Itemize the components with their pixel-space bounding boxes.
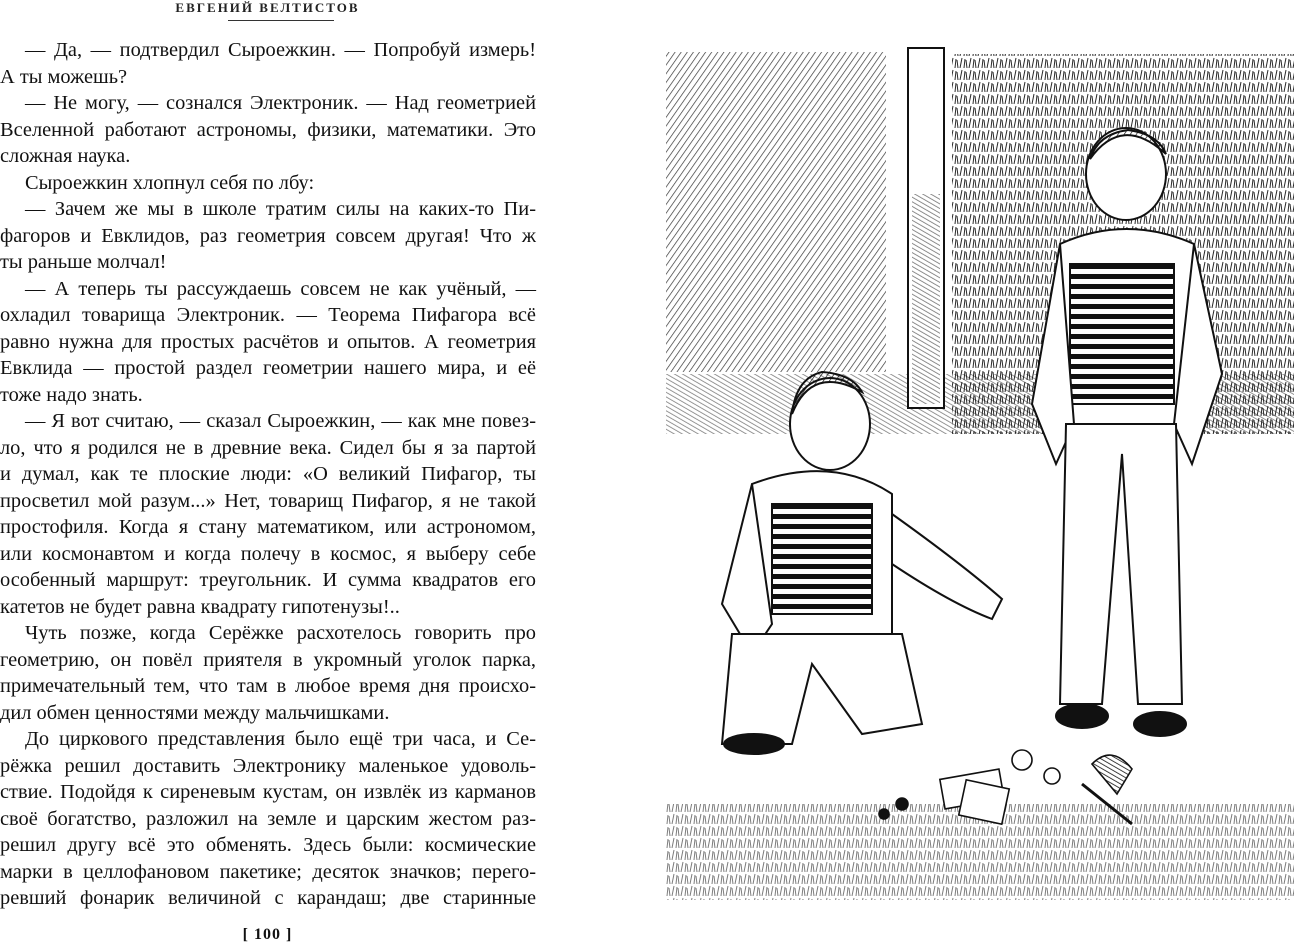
text-line: или космонавтом и когда полечу в космос, я выберу себе [0,542,536,565]
text-line: тоже надо знать. [0,383,143,406]
page-number: [ 100 ] [242,926,293,943]
text-line: просветил мой разум...» Нет, товарищ Пифагор, я не такой [0,489,536,512]
illustration [662,44,1298,904]
text-line: До циркового представления было ещё три часа, и Се- [25,728,536,750]
running-head: ЕВГЕНИЙ ВЕЛТИСТОВ [175,0,360,15]
text-line: — Да, — подтвердил Сыроежкин. — Попробуй измерь! [25,39,536,61]
text-line: Сыроежкин хлопнул себя по лбу: [25,171,315,194]
text-line: ло, что я родился не в древние века. Сидел бы я за партой [0,436,536,459]
text-line: Евклида — простой раздел геометрии нашего мира, и её [0,357,536,379]
text-line: — Я вот считаю, — сказал Сыроежкин, — как мне повез- [25,410,536,432]
text-line: катетов не будет равна квадрату гипотенузы!.. [0,595,400,618]
text-line: решил другу всё это обменять. Здесь были: космические [0,834,536,856]
text-line: рёжка решил доставить Электронику маленькое удоволь- [0,754,536,777]
text-line: — А теперь ты рассуждаешь совсем не как учёный, — [25,277,536,300]
text-line: охладил товарища Электроник. — Теорема Пифагора всё [0,304,536,326]
text-line: — Зачем же мы в школе тратим силы на каких-то Пи- [25,198,536,220]
text-line: особенный маршрут: треугольник. И сумма квадратов его [0,569,536,591]
text-line: марки в целлофановом пакетике; десяток значков; перего- [0,860,536,883]
text-line: — Не могу, — сознался Электроник. — Над геометрией [25,92,536,114]
text-line: Вселенной работают астрономы, физики, математики. Это [0,118,536,141]
text-line: ревший фонарик величиной с карандаш; две старинные [0,887,536,909]
text-line: дил обмен ценностями между мальчишками. [0,701,390,724]
tree-trunk [908,48,944,408]
body-text [0,37,536,912]
left-page [0,0,640,950]
running-head-rule [228,20,334,21]
text-line: сложная наука. [0,145,131,167]
text-line: и думал, как те плоские люди: «О великий Пифагор, ты [0,463,536,485]
text-line: ствие. Подойдя к сиреневым кустам, он извлёк из карманов [0,781,536,803]
text-line: А ты можешь? [0,65,128,88]
text-line: простофиля. Когда я стану математиком, или астрономом, [0,516,536,538]
text-line: фагоров и Евклидов, раз геометрия совсем другая! Что ж [0,224,536,247]
illustration-drawing [662,44,1298,904]
text-line: равно нужна для простых расчётов и опытов. А геометрия [0,330,536,353]
text-line: Чуть позже, когда Серёжке расхотелось говорить про [25,622,536,644]
text-line: примечательный тем, что там в любое время дня происхо- [0,675,536,697]
text-line: своё богатство, разложил на земле и царским жестом раз- [0,807,536,830]
text-line: ты раньше молчал! [0,251,167,273]
text-line: геометрию, он повёл приятеля в укромный уголок парка, [0,648,536,671]
